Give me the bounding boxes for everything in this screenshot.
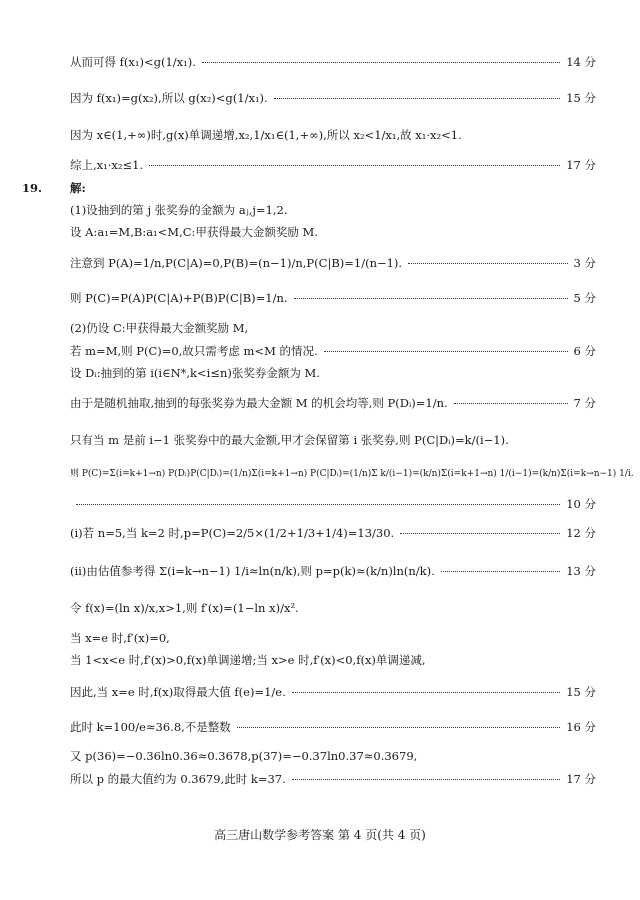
line-text: 由于是随机抽取,抽到的每张奖券为最大金额 M 的机会均等,则 P(Dᵢ)=1/n. xyxy=(70,396,448,410)
solution-line xyxy=(70,630,596,646)
score-label: 7 分 xyxy=(573,396,596,410)
leader-dots xyxy=(294,296,568,299)
score-label: 17 分 xyxy=(566,158,596,172)
line-text: 因为 x∈(1,+∞)时,g(x)单调递增,x₂,1/x₁∈(1,+∞),所以 x₂<1/x₁,故 x₁·x₂<1. xyxy=(70,128,462,142)
solution-line xyxy=(70,320,596,336)
solution-line xyxy=(70,290,596,306)
solution-line xyxy=(70,365,596,381)
score-label: 16 分 xyxy=(566,720,596,734)
line-text: 此时 k=100/e≈36.8,不是整数 xyxy=(70,720,231,734)
line-text: 又 p(36)=−0.36ln0.36≈0.3678,p(37)=−0.37ln0.37≈0.3679, xyxy=(70,749,418,763)
solution-line xyxy=(70,652,596,668)
score-label: 17 分 xyxy=(566,772,596,786)
line-text: (ⅰ)若 n=5,当 k=2 时,p=P(C)=2/5×(1/2+1/3+1/4)=13/30. xyxy=(70,526,395,540)
problem-header xyxy=(22,180,596,196)
solution-line xyxy=(70,719,596,735)
leader-dots xyxy=(400,531,560,534)
leader-dots xyxy=(76,502,560,505)
line-text: 综上,x₁·x₂≤1. xyxy=(70,158,144,172)
line-text: 令 f(x)=(ln x)/x,x>1,则 f′(x)=(1−ln x)/x². xyxy=(70,601,299,615)
solution-line xyxy=(70,525,596,541)
line-text: 所以 p 的最大值约为 0.3679,此时 k=37. xyxy=(70,772,286,786)
solution-line xyxy=(70,748,596,764)
line-text: 当 x=e 时,f′(x)=0, xyxy=(70,631,170,645)
score-label: 14 分 xyxy=(566,55,596,69)
score-label: 6 分 xyxy=(573,344,596,358)
score-label: 15 分 xyxy=(566,91,596,105)
score-label: 13 分 xyxy=(566,564,596,578)
line-text: 设 A:a₁=M,B:a₁<M,C:甲获得最大金额奖励 M. xyxy=(70,225,318,239)
leader-dots xyxy=(292,777,560,780)
solution-line xyxy=(70,202,596,218)
line-text: 则 P(C)=P(A)P(C|A)+P(B)P(C|B)=1/n. xyxy=(70,291,288,305)
line-text: 注意到 P(A)=1/n,P(C|A)=0,P(B)=(n−1)/n,P(C|B)=1/(n−1). xyxy=(70,256,403,270)
line-text: 则 P(C)=Σ(i=k+1→n) P(Dᵢ)P(C|Dᵢ)=(1/n)Σ(i=k+1→n) P(C|Dᵢ)=(1/n)Σ k/(i−1)=(k/n)Σ(i=k+1→n) 1/(i−1)=(k/n)Σ(i=k→n−1) 1/i. xyxy=(70,469,634,479)
line-text: 当 1<x<e 时,f′(x)>0,f(x)单调递增;当 x>e 时,f′(x)<0,f(x)单调递减, xyxy=(70,653,426,667)
line-text: 因此,当 x=e 时,f(x)取得最大值 f(e)=1/e. xyxy=(70,685,286,699)
problem-number: 19. xyxy=(22,181,43,195)
solution-line xyxy=(70,496,596,512)
solution-line xyxy=(70,466,634,482)
score-label: 15 分 xyxy=(566,685,596,699)
leader-dots xyxy=(324,349,568,352)
line-text: 只有当 m 是前 i−1 张奖券中的最大金额,甲才会保留第 i 张奖券,则 P(C|Dᵢ)=k/(i−1). xyxy=(70,433,509,447)
line-text: 从而可得 f(x₁)<g(1/x₁). xyxy=(70,55,196,69)
leader-dots xyxy=(237,725,560,728)
solution-line xyxy=(70,395,596,411)
solution-line xyxy=(70,224,596,240)
solution-line xyxy=(70,600,596,616)
leader-dots xyxy=(202,60,560,63)
score-label: 3 分 xyxy=(573,256,596,270)
solution-line xyxy=(70,343,596,359)
solution-line xyxy=(70,255,596,271)
leader-dots xyxy=(454,401,568,404)
line-text: (2)仍设 C:甲获得最大金额奖励 M, xyxy=(70,321,249,335)
solution-line xyxy=(70,157,596,173)
line-text: 因为 f(x₁)=g(x₂),所以 g(x₂)<g(1/x₁). xyxy=(70,91,268,105)
leader-dots xyxy=(274,96,561,99)
solution-line xyxy=(70,684,596,700)
leader-dots xyxy=(292,690,560,693)
leader-dots xyxy=(441,569,560,572)
solution-line xyxy=(70,432,596,448)
solution-line xyxy=(70,127,596,143)
solution-line xyxy=(70,54,596,70)
score-label: 10 分 xyxy=(566,497,596,511)
page-footer: 高三唐山数学参考答案 第 4 页(共 4 页) xyxy=(214,828,426,842)
line-text: 设 Dᵢ:抽到的第 i(i∈N*,k<i≤n)张奖券金额为 M. xyxy=(70,366,320,380)
line-text: (1)设抽到的第 j 张奖券的金额为 aⱼ,j=1,2. xyxy=(70,203,288,217)
score-label: 12 分 xyxy=(566,526,596,540)
line-text: 解: xyxy=(70,181,86,195)
line-text: 若 m=M,则 P(C)=0,故只需考虑 m<M 的情况. xyxy=(70,344,318,358)
score-label: 5 分 xyxy=(573,291,596,305)
solution-line xyxy=(70,563,596,579)
leader-dots xyxy=(408,261,567,264)
solution-line xyxy=(70,90,596,106)
line-text: (ⅱ)由估值参考得 Σ(i=k→n−1) 1/i≈ln(n/k),则 p=p(k)≈(k/n)ln(n/k). xyxy=(70,564,435,578)
leader-dots xyxy=(149,163,560,166)
solution-line xyxy=(70,771,596,787)
